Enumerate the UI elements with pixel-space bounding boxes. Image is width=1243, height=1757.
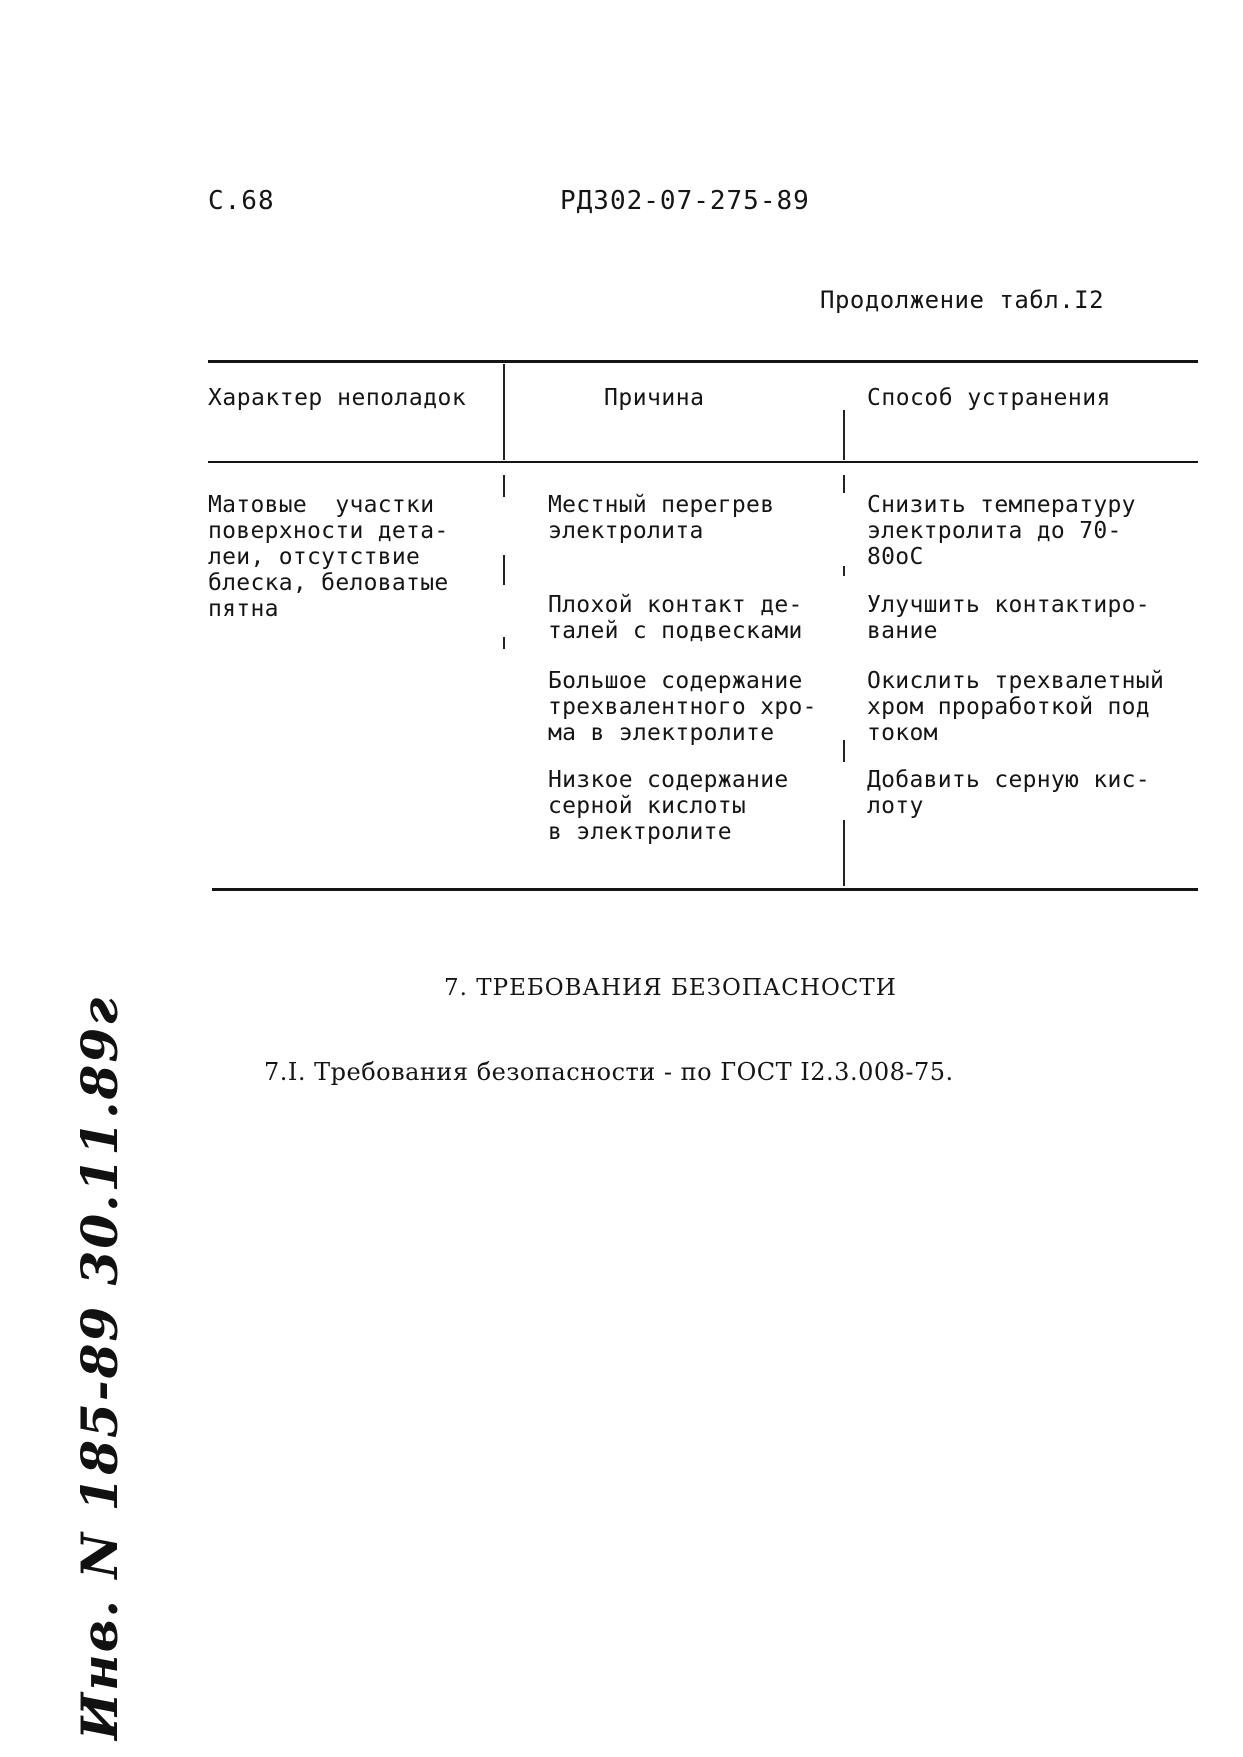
column-header-defect: Характер неполадок xyxy=(208,385,467,411)
cause-cell: Местный перегрев электролита xyxy=(548,492,775,544)
section-paragraph: 7.I. Требования безопасности - по ГОСТ I2.3.008-75. xyxy=(264,1058,954,1086)
column-header-cause: Причина xyxy=(604,385,705,411)
column-divider xyxy=(503,555,505,585)
column-divider xyxy=(503,637,505,649)
remedy-cell: Улучшить контактиро- вание xyxy=(867,592,1150,644)
remedy-cell: Добавить серную кис- лоту xyxy=(867,767,1150,819)
cause-cell: Низкое содержание серной кислоты в электролите xyxy=(548,767,789,845)
remedy-cell: Окислить трехвалетный хром проработкой под током xyxy=(867,668,1165,746)
remedy-cell: Снизить температуру электролита до 70- 80оС xyxy=(867,492,1136,570)
cause-cell: Большое содержание трехвалентного хро- ма в электролите xyxy=(548,668,817,746)
column-divider xyxy=(843,410,845,460)
table-continuation-caption: Продолжение табл.I2 xyxy=(820,286,1105,314)
handwritten-inventory-note: Инв. N 185-89 30.11.89г xyxy=(70,995,129,1740)
page-number: С.68 xyxy=(208,186,275,216)
section-title: 7. ТРЕБОВАНИЯ БЕЗОПАСНОСТИ xyxy=(444,975,897,1001)
cause-cell: Плохой контакт де- талей с подвесками xyxy=(548,592,803,644)
defect-cell: Матовые участки поверхности дета- леи, отсутствие блеска, беловатые пятна xyxy=(208,492,449,622)
column-divider xyxy=(503,475,505,497)
column-divider xyxy=(503,364,505,460)
document-code: РДЗ02-07-275-89 xyxy=(560,186,810,216)
column-header-remedy: Способ устранения xyxy=(867,385,1111,411)
column-divider xyxy=(843,820,845,886)
table-top-rule xyxy=(208,360,1198,363)
column-divider xyxy=(843,475,845,493)
column-divider xyxy=(843,740,845,762)
table-header-rule xyxy=(208,461,1198,463)
column-divider xyxy=(843,566,845,576)
table-bottom-rule xyxy=(212,888,1198,891)
